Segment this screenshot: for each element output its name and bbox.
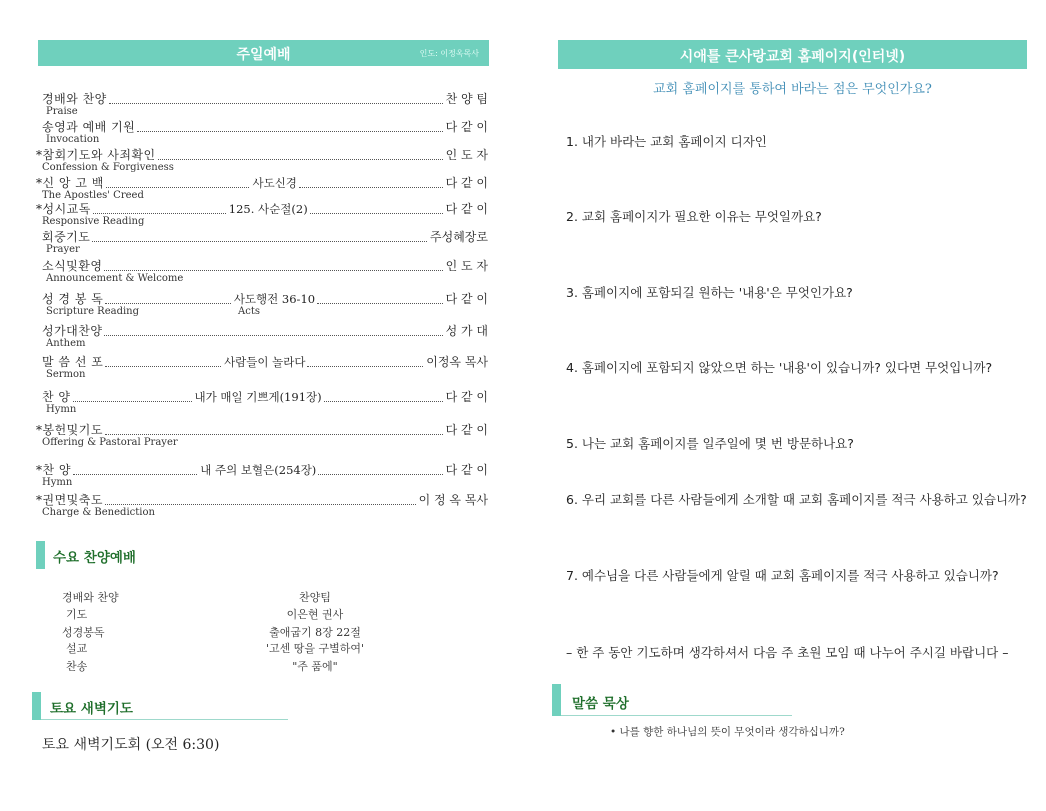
order-english: Anthem [46,338,86,349]
wednesday-value: "주 품에" [292,660,338,673]
order-title: 찬 양 [42,390,71,404]
order-title: *찬 양 [36,463,71,477]
order-english: Praise [46,106,78,117]
order-line [36,356,488,370]
question-item: 5. 나는 교회 홈페이지를 일주일에 몇 번 방문하나요? [566,436,854,451]
order-detail: 사람들이 놀라다 [224,355,306,369]
dot-leader [158,159,443,160]
order-english: Scripture Reading [46,306,140,317]
order-item [36,464,488,494]
saturday-time: 토요 새벽기도회 (오전 6:30) [42,737,220,753]
homepage-subtitle: 교회 홈페이지를 통하여 바라는 점은 무엇인가요? [653,82,932,97]
order-english: Confession & Forgiveness [42,162,174,173]
order-line [36,149,488,163]
order-detail: 사도신경 [252,176,297,190]
order-english: Responsive Reading [42,216,145,227]
dot-leader [310,213,443,214]
order-detail: 사도행전 36-10 [233,292,316,306]
order-english: Offering & Pastoral Prayer [42,437,178,448]
order-line [36,231,488,245]
wednesday-section-header [36,541,296,569]
order-title: 송영과 예배 기원 [42,120,136,134]
order-item [36,356,488,386]
section-marker [36,541,45,569]
section-marker [32,692,41,720]
order-leader: 다 같 이 [445,390,489,404]
order-item [36,325,488,355]
order-item [36,203,488,233]
meditation-title: 말씀 묵상 [572,696,629,712]
dot-leader [137,131,442,132]
order-english: Announcement & Welcome [46,273,184,284]
order-english: Invocation [46,134,100,145]
order-item [36,424,488,454]
order-leader: 주성혜장로 [430,230,488,244]
order-english: Sermon [46,369,86,380]
order-english-detail: Acts [238,306,260,317]
order-leader: 찬 양 팀 [445,92,488,106]
dot-leader [73,474,197,475]
order-title: 소식및환영 [42,259,103,273]
order-leader: 인 도 자 [445,148,488,162]
order-leader: 다 같 이 [445,176,488,190]
dot-leader [92,241,427,242]
order-title: 경배와 찬양 [42,92,107,106]
order-line [36,494,488,508]
order-line [36,424,488,438]
order-line [36,325,488,339]
wednesday-label: 기도 [66,608,88,621]
order-title: 성가대찬양 [42,324,103,338]
dot-leader [104,270,442,271]
meditation-item: • 나를 향한 하나님의 뜻이 무엇이라 생각하십니까? [610,726,845,738]
order-item [36,260,488,290]
order-item [36,293,488,323]
order-leader: 다 같 이 [445,202,489,216]
order-english: Prayer [46,244,80,255]
order-line [36,203,488,217]
wednesday-value: 이은현 권사 [286,608,344,621]
order-title: *참회기도와 사죄확인 [36,148,156,162]
question-item: 2. 교회 홈페이지가 필요한 이유는 무엇일까요? [566,209,822,224]
order-title: *봉헌및기도 [36,423,103,437]
saturday-title: 토요 새벽기도 [50,701,133,717]
order-detail: 125. 사순절(2) [228,202,308,216]
wednesday-value: 출애굽기 8장 22절 [269,626,361,639]
dot-leader [109,103,443,104]
order-line [36,93,488,107]
order-item [36,391,488,421]
dot-leader [324,401,443,402]
sunday-worship-title: 주일예배 [236,47,291,63]
section-marker [552,684,561,716]
saturday-section-header [32,692,288,720]
question-item: 6. 우리 교회를 다른 사람들에게 소개할 때 교회 홈페이지를 적극 사용하고 있습니까? [566,492,1027,507]
order-english: The Apostles' Creed [42,190,144,201]
order-leader: 성 가 대 [445,324,488,338]
order-item [36,494,488,524]
dot-leader [105,434,443,435]
order-leader: 이 정 옥 목사 [418,493,488,507]
wednesday-label: 찬송 [66,660,88,673]
question-item: 7. 예수님을 다른 사람들에게 알릴 때 교회 홈페이지를 적극 사용하고 있습니까? [566,568,999,583]
order-line [36,121,488,135]
order-leader: 인 도 자 [445,259,488,273]
order-detail: 내 주의 보혈은(254장) [200,463,317,477]
dot-leader [299,187,443,188]
wednesday-value: '고센 땅을 구별하여' [265,642,365,655]
dot-leader [105,504,416,505]
order-leader: 이정옥 목사 [426,355,489,369]
wednesday-value: 찬양팀 [299,591,331,604]
dot-leader [307,366,423,367]
order-title: 회중기도 [42,230,91,244]
wednesday-label: 경배와 찬양 [62,591,119,604]
dot-leader [93,213,226,214]
meditation-section-header [552,684,792,716]
preacher-label: 인도: 이정옥목사 [419,49,479,58]
order-leader: 다 같 이 [445,292,488,306]
order-english: Charge & Benediction [42,507,155,518]
homepage-header [558,40,1027,69]
order-english: Hymn [46,404,77,415]
order-leader: 다 같 이 [445,463,488,477]
order-title: *권면및축도 [36,493,103,507]
order-leader: 다 같 이 [445,423,488,437]
dot-leader [105,366,221,367]
order-line [36,260,488,274]
order-line [36,391,488,405]
order-english: Hymn [42,477,73,488]
question-item: 1. 내가 바라는 교회 홈페이지 디자인 [566,134,767,149]
dot-leader [104,335,442,336]
dot-leader [106,187,250,188]
dot-leader [318,474,442,475]
order-title: *신 앙 고 백 [36,176,104,190]
order-item [36,231,488,261]
wednesday-label: 성경봉독 [62,626,105,639]
wednesday-label: 설교 [66,642,88,655]
homepage-title: 시애틀 큰사랑교회 홈페이지(인터넷) [679,49,906,65]
order-line [36,177,488,191]
order-line [36,464,488,478]
order-title: 말 씀 선 포 [42,355,104,369]
dot-leader [317,303,443,304]
question-item: 4. 홈페이지에 포함되지 않았으면 하는 '내용'이 있습니까? 있다면 무엇입니까? [566,360,993,375]
order-title: *성시교독 [36,202,91,216]
sunday-worship-header [38,40,489,66]
wednesday-title: 수요 찬양예배 [53,550,136,566]
order-leader: 다 같 이 [445,120,488,134]
section-underline [41,719,288,720]
section-underline [561,715,792,716]
order-title: 성 경 봉 독 [42,292,104,306]
dot-leader [105,303,231,304]
order-detail: 내가 매일 기쁘게(191장) [194,390,322,404]
closing-note: – 한 주 동안 기도하며 생각하셔서 다음 주 초원 모임 때 나누어 주시길 바랍니다 – [566,645,1009,660]
dot-leader [73,401,192,402]
order-line [36,293,488,307]
question-item: 3. 홈페이지에 포함되길 원하는 '내용'은 무엇인가요? [566,285,853,300]
